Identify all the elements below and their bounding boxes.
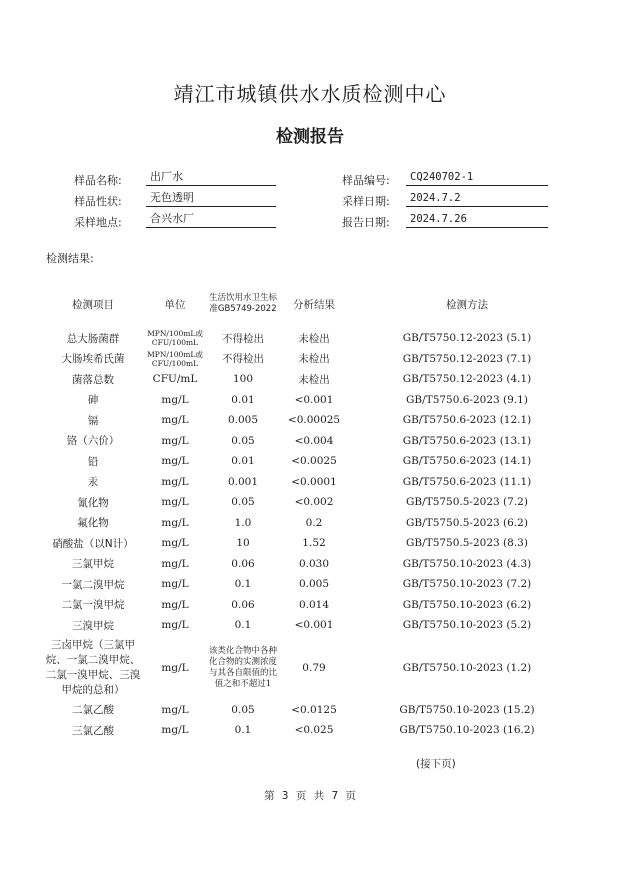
page-number: 第 3 页 共 7 页 [263,790,357,802]
cell-item: 氟化物 [77,517,109,530]
sample-name-label: 样品名称: [74,174,122,187]
table-row [44,369,584,390]
cell-limit: 0.01 [231,455,255,468]
cell-result: 未检出 [298,332,330,345]
cell-result: 0.014 [298,598,330,611]
cell-unit: mg/L [161,619,189,632]
cell-unit: CFU/mL [152,373,198,386]
cell-item: 三卤甲烷（三氯甲烷、一氯二溴甲烷、二氯一溴甲烷、三溴甲烷的总和） [45,638,141,696]
sample-id-label: 样品编号: [342,174,390,187]
cell-unit: mg/L [161,455,189,468]
cell-result: <0.00025 [287,414,341,427]
cell-item: 砷 [87,394,99,407]
sample-id-value: CQ240702-1 [406,169,548,186]
table-row [44,492,584,513]
report-title: 检测报告 [276,127,344,147]
cell-unit: mg/L [161,434,189,447]
table-row [44,431,584,452]
cell-item: 三溴甲烷 [72,619,114,632]
table-row [44,410,584,431]
cell-limit: 10 [236,537,250,550]
cell-unit: mg/L [161,475,189,488]
cell-result: 未检出 [298,373,330,386]
cell-item: 镉 [87,414,99,427]
table-row [44,595,584,616]
sampling-site-value: 合兴水厂 [146,211,276,228]
cell-item: 铅 [87,455,99,468]
header-method: 检测方法 [446,298,488,311]
cell-unit: mg/L [161,414,189,427]
cell-result: <0.001 [294,619,334,632]
table-row [44,513,584,534]
cell-unit: mg/L [161,724,189,737]
sample-name-value: 出厂水 [146,169,276,186]
cell-item: 三氯乙酸 [72,724,114,737]
cell-method: GB/T5750.12-2023 (4.1) [402,373,532,386]
cell-limit: 0.05 [231,496,255,509]
cell-item: 大肠埃希氏菌 [61,353,125,366]
cell-result: 0.030 [298,557,330,570]
cell-unit: mg/L [161,598,189,611]
cell-limit: 0.1 [234,724,252,737]
cell-item: 一氯二溴甲烷 [61,578,125,591]
header-result: 分析结果 [293,298,335,311]
cell-unit: mg/L [161,516,189,529]
cell-item: 三氯甲烷 [72,558,114,571]
table-header-row [44,280,584,328]
cell-limit: 该类化合物中各种化合物的实测浓度与其各自限值的比值之和不超过1 [208,645,277,689]
cell-limit: 0.001 [227,475,259,488]
cell-method: GB/T5750.6-2023 (11.1) [402,475,532,488]
report-date-label: 报告日期: [342,216,390,229]
table-row [44,472,584,493]
cell-result: <0.002 [294,496,334,509]
sample-state-label: 样品性状: [74,195,122,208]
cell-limit: 0.06 [231,598,255,611]
cell-result: 0.2 [305,516,323,529]
cell-unit: mg/L [161,393,189,406]
cell-method: GB/T5750.10-2023 (16.2) [399,724,535,737]
cell-item: 二氯一溴甲烷 [61,599,125,612]
cell-unit: mg/L [161,537,189,550]
header-item: 检测项目 [72,298,114,311]
cell-item: 氰化物 [77,496,109,509]
cell-method: GB/T5750.10-2023 (1.2) [402,661,532,674]
table-row [44,451,584,472]
cell-result: <0.0001 [291,475,337,488]
cell-result: 1.52 [302,537,326,550]
cell-limit: 0.01 [231,393,255,406]
table-row [44,700,584,721]
cell-unit: MPN/100mL或CFU/100mL [147,329,203,348]
cell-method: GB/T5750.10-2023 (7.2) [402,578,532,591]
table-row [44,615,584,636]
cell-item: 菌落总数 [72,373,114,386]
cell-method: GB/T5750.10-2023 (15.2) [399,703,535,716]
cell-result: 0.79 [302,661,326,674]
table-row [44,349,584,370]
cell-method: GB/T5750.6-2023 (12.1) [402,414,532,427]
cell-method: GB/T5750.10-2023 (6.2) [402,598,532,611]
header-limit: 生活饮用水卫生标准GB5749-2022 [209,293,278,314]
table-row [44,574,584,595]
cell-unit: mg/L [161,661,189,674]
cell-result: <0.001 [294,393,334,406]
table-row [44,390,584,411]
cell-limit: 0.06 [231,557,255,570]
cell-item: 总大肠菌群 [66,332,120,345]
cell-result: <0.004 [294,434,334,447]
cell-result: <0.0125 [291,703,337,716]
cell-item: 铬（六价） [66,435,120,448]
results-label: 检测结果: [46,252,94,265]
report-date-value: 2024.7.26 [406,211,548,228]
cell-limit: 不得检出 [222,332,264,345]
cell-method: GB/T5750.10-2023 (4.3) [402,557,532,570]
cell-method: GB/T5750.12-2023 (7.1) [402,352,532,365]
table-row [44,533,584,554]
cell-limit: 不得检出 [222,353,264,366]
cell-method: GB/T5750.5-2023 (7.2) [406,496,528,509]
cell-method: GB/T5750.5-2023 (8.3) [406,537,528,550]
cell-limit: 0.1 [234,619,252,632]
cell-result: 0.005 [298,578,330,591]
cell-unit: mg/L [161,703,189,716]
cell-limit: 1.0 [234,516,252,529]
header-unit: 单位 [164,298,186,311]
sample-state-value: 无色透明 [146,190,276,207]
organization-title: 靖江市城镇供水水质检测中心 [173,82,447,106]
cell-unit: mg/L [161,496,189,509]
cell-method: GB/T5750.12-2023 (5.1) [402,332,532,345]
sampling-date-label: 采样日期: [342,195,390,208]
cell-method: GB/T5750.10-2023 (5.2) [402,619,532,632]
cell-result: <0.025 [294,724,334,737]
cell-unit: mg/L [161,557,189,570]
cell-limit: 0.005 [227,414,259,427]
sampling-date-value: 2024.7.2 [406,190,548,207]
cell-method: GB/T5750.6-2023 (13.1) [402,434,532,447]
sampling-site-label: 采样地点: [74,216,122,229]
cell-unit: mg/L [161,578,189,591]
cell-method: GB/T5750.6-2023 (14.1) [402,455,532,468]
cell-item: 二氯乙酸 [72,704,114,717]
results-table [44,280,584,741]
cell-item: 汞 [87,476,99,489]
continue-note: (接下页) [416,758,456,770]
table-row [44,636,584,700]
cell-limit: 0.05 [231,703,255,716]
cell-item: 硝酸盐（以N计） [52,537,134,550]
cell-limit: 100 [232,373,254,386]
table-row [44,720,584,741]
cell-limit: 0.1 [234,578,252,591]
cell-result: <0.0025 [291,455,337,468]
cell-unit: MPN/100mL或CFU/100mL [147,349,203,368]
cell-limit: 0.05 [231,434,255,447]
table-row [44,554,584,575]
cell-method: GB/T5750.5-2023 (6.2) [406,516,528,529]
cell-method: GB/T5750.6-2023 (9.1) [406,393,528,406]
table-row [44,328,584,349]
cell-result: 未检出 [298,353,330,366]
